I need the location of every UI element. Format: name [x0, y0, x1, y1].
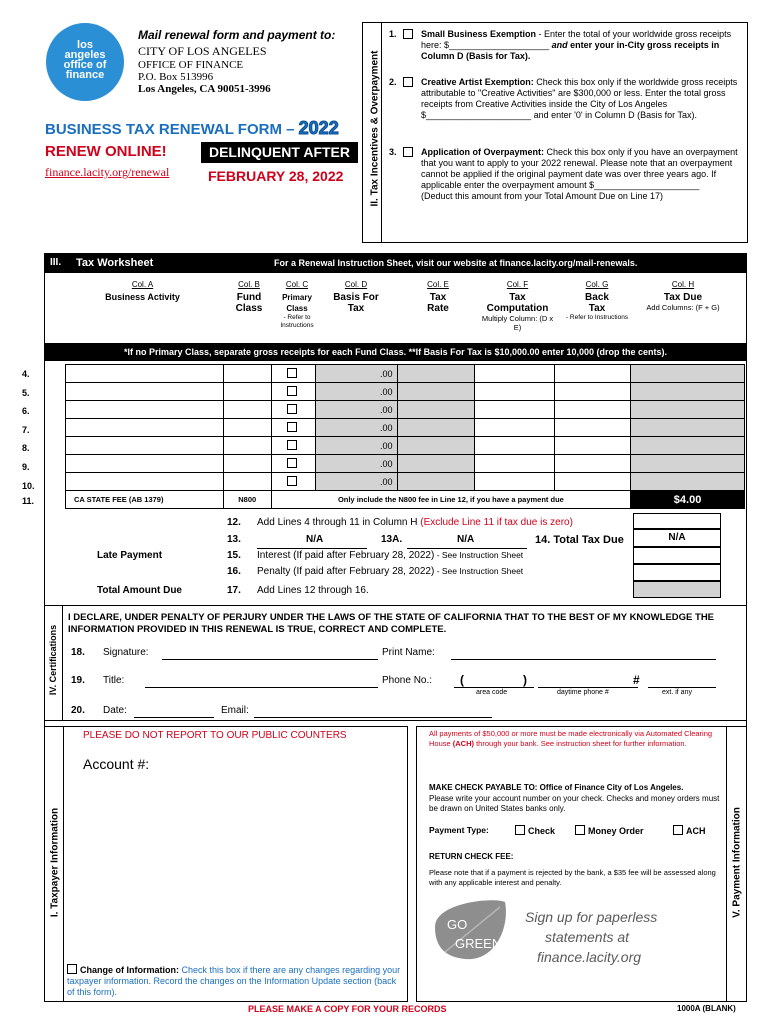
print-name-label: Print Name:	[382, 647, 435, 658]
table-cell[interactable]	[223, 383, 271, 401]
overpayment-checkbox[interactable]	[403, 147, 413, 157]
line17-text: Add Lines 12 through 16.	[257, 585, 369, 596]
row-number: 4.	[22, 369, 30, 379]
creative-artist-checkbox[interactable]	[403, 77, 413, 87]
table-cell[interactable]: .00	[315, 419, 397, 437]
form-title-text: BUSINESS TAX RENEWAL FORM –	[45, 121, 295, 138]
table-cell[interactable]	[397, 437, 475, 455]
table-cell[interactable]	[555, 419, 631, 437]
ext-field[interactable]	[648, 687, 716, 688]
table-cell[interactable]: .00	[315, 473, 397, 491]
line16-text: Penalty (If paid after February 28, 2022) - See Instruction Sheet	[257, 566, 524, 577]
phone-hash: #	[633, 673, 640, 687]
table-cell[interactable]	[271, 473, 315, 491]
worksheet-title: Tax Worksheet	[76, 257, 154, 269]
table-row	[66, 365, 745, 383]
col-c-header: Col. C Primary Class - Refer to Instructions	[280, 280, 314, 329]
payment-type: Payment Type: Check Money Order ACH	[429, 825, 706, 836]
line15-num: 15.	[227, 550, 241, 561]
line13-num: 13.	[227, 534, 241, 545]
item3-note: (Deduct this amount from your Total Amount Due on Line 17)	[421, 191, 663, 201]
line13a-value: N/A	[457, 534, 475, 545]
table-cell[interactable]	[397, 473, 475, 491]
item3-title: Application of Overpayment:	[421, 147, 545, 157]
paperless-3: finance.lacity.org	[537, 949, 642, 965]
table-cell[interactable]	[66, 455, 224, 473]
row-number: 7.	[22, 424, 30, 435]
form-title	[45, 118, 339, 139]
declaration: I DECLARE, UNDER PENALTY OF PERJURY UNDER THE LAWS OF THE STATE OF CALIFORNIA THAT TO THE BEST OF MY KNOWLEDGE THE INFORMATION PROVIDED IN THIS RENEWAL IS TRUE, CORRECT AND COMPLETE.	[68, 612, 715, 635]
primary-class-checkbox[interactable]	[287, 386, 297, 396]
section5-label: V. Payment Information	[731, 807, 743, 918]
signature-label: Signature:	[103, 647, 149, 658]
col-b-header: Col. B Fund Class	[235, 280, 263, 314]
table-cell[interactable]	[66, 383, 224, 401]
item3-num: 3.	[389, 147, 397, 157]
table-cell[interactable]	[223, 437, 271, 455]
table-cell[interactable]	[475, 455, 555, 473]
col-d-header: Col. D Basis For Tax	[333, 280, 379, 314]
email-field[interactable]	[254, 717, 492, 718]
worksheet-table	[65, 364, 745, 509]
line19-num: 19.	[71, 675, 85, 686]
delinquent-banner: DELINQUENT AFTER	[201, 142, 358, 163]
paperless-2: statements at	[545, 929, 630, 945]
table-cell[interactable]	[223, 473, 271, 491]
ach-checkbox[interactable]	[673, 825, 683, 835]
taxpayer-box	[44, 726, 408, 1002]
phone-paren-close: )	[523, 673, 527, 687]
line12-num: 12.	[227, 517, 241, 528]
go-green-leaf-icon	[425, 897, 515, 967]
phone-paren-open: (	[460, 673, 464, 687]
table-cell[interactable]	[475, 437, 555, 455]
logo	[46, 23, 124, 101]
table-cell[interactable]	[555, 365, 631, 383]
check-checkbox[interactable]	[515, 825, 525, 835]
section4-label: IV. Certifications	[48, 624, 58, 696]
account-label: Account #:	[83, 756, 150, 772]
logo-line3: office of	[63, 59, 107, 71]
section1-label: I. Taxpayer Information	[49, 807, 61, 918]
row-number: 8.	[22, 443, 30, 454]
logo-line1: los	[77, 39, 93, 51]
table-cell[interactable]	[223, 365, 271, 383]
change-info-title: Change of Information:	[80, 965, 179, 975]
table-cell[interactable]	[555, 401, 631, 419]
logo-line4: finance	[65, 69, 105, 81]
table-cell[interactable]: .00	[315, 365, 397, 383]
table-cell: CA STATE FEE (AB 1379)	[66, 491, 224, 509]
line18-num: 18.	[71, 647, 85, 658]
table-cell[interactable]	[397, 455, 475, 473]
daytime-phone-caption: daytime phone #	[557, 689, 609, 696]
row-number: 9.	[22, 462, 30, 472]
logo-line2: angeles	[64, 49, 106, 61]
primary-class-checkbox[interactable]	[287, 422, 297, 432]
payable-heading: MAKE CHECK PAYABLE TO: Office of Finance City of Los Angeles.	[429, 783, 684, 792]
date-label: Date:	[103, 705, 127, 716]
table-cell[interactable]	[631, 455, 745, 473]
row-number: 11.	[22, 496, 35, 506]
item2-num: 2.	[389, 77, 397, 87]
col-g-header: Col. G Back Tax - Refer to Instructions	[565, 280, 629, 321]
col-f-header: Col. F Tax Computation Multiply Column: (D x E)	[481, 280, 554, 332]
mail-line2: OFFICE OF FINANCE	[138, 59, 244, 71]
total-due-label: Total Amount Due	[97, 585, 182, 596]
money-order-checkbox[interactable]	[575, 825, 585, 835]
title-label: Title:	[103, 675, 125, 686]
print-name-field[interactable]	[451, 659, 716, 660]
item2-text: Check this box only if the worldwide gross receipts attributable to "Creative Activities" are $300,000 or less. Enter the total gross receipts from Creative Activities inside the City of Los Angeles $_____________________ and enter '0' in Column D (Basis for Tax).	[421, 77, 738, 120]
deadline: FEBRUARY 28, 2022	[208, 168, 344, 184]
primary-class-checkbox[interactable]	[287, 476, 297, 486]
area-code-caption: area code	[476, 689, 508, 696]
table-cell[interactable]	[223, 455, 271, 473]
line15-box[interactable]	[633, 547, 721, 564]
row-number: 10.	[22, 480, 35, 491]
phone-label: Phone No.:	[382, 675, 433, 686]
line16-num: 16.	[227, 566, 241, 577]
small-business-checkbox[interactable]	[403, 29, 413, 39]
table-cell[interactable]	[271, 437, 315, 455]
table-cell[interactable]	[475, 473, 555, 491]
line13-value: N/A	[306, 534, 324, 545]
table-cell[interactable]: .00	[315, 437, 397, 455]
worksheet-note-bar: *If no Primary Class, separate gross receipts for each Fund Class. **If Basis For Tax is $10,000.00 enter 10,000 (drop the cents).	[45, 343, 746, 361]
table-cell[interactable]	[631, 419, 745, 437]
table-row	[66, 419, 745, 437]
no-report-notice: PLEASE DO NOT REPORT TO OUR PUBLIC COUNTERS	[83, 730, 347, 741]
table-cell: $4.00	[631, 491, 745, 509]
table-cell[interactable]	[631, 401, 745, 419]
table-cell[interactable]	[475, 383, 555, 401]
mail-line4: Los Angeles, CA 90051-3996	[138, 83, 271, 95]
phone-field[interactable]	[538, 687, 638, 688]
table-cell[interactable]	[397, 365, 475, 383]
table-cell[interactable]: .00	[315, 401, 397, 419]
return-heading: RETURN CHECK FEE:	[429, 852, 514, 861]
primary-class-checkbox[interactable]	[287, 404, 297, 414]
table-row	[66, 383, 745, 401]
item2-title: Creative Artist Exemption:	[421, 77, 534, 87]
section2-label: II. Tax Incentives & Overpayment	[369, 50, 381, 207]
table-cell[interactable]	[397, 383, 475, 401]
item2	[389, 77, 739, 121]
change-info-text: Check this box if there are any changes regarding your taxpayer information. Record the changes on the Information Update section (back of this form).	[67, 965, 401, 997]
item3	[389, 147, 739, 202]
table-cell[interactable]	[66, 401, 224, 419]
item1	[389, 29, 739, 62]
area-code-field[interactable]	[454, 687, 534, 688]
item1-title: Small Business Exemption	[421, 29, 537, 39]
paperless-1: Sign up for paperless	[525, 909, 658, 925]
item3-text: Check this box only if you have an overpayment that you want to apply to your 2022 renewal. Please note that an overpayment cannot be applied if the original payment date was over three years ago. If applicable enter the overpayment amount $_____________________	[421, 147, 738, 190]
table-cell[interactable]	[555, 455, 631, 473]
payable-text: Please write your account number on your check. Checks and money orders must be drawn on United States banks only.	[429, 794, 720, 813]
table-cell[interactable]	[397, 401, 475, 419]
item1-text-c: enter your in-City gross receipts in Column D (Basis for Tax).	[421, 40, 720, 61]
renew-online: RENEW ONLINE!	[45, 143, 167, 160]
table-cell[interactable]	[397, 419, 475, 437]
late-payment-label: Late Payment	[97, 550, 163, 561]
mail-heading: Mail renewal form and payment to:	[138, 28, 336, 42]
table-cell[interactable]	[271, 365, 315, 383]
green-text: GREEN	[455, 936, 502, 951]
worksheet-instruction: For a Renewal Instruction Sheet, visit our website at finance.lacity.org/mail-renewals.	[274, 258, 638, 268]
table-cell[interactable]	[66, 473, 224, 491]
table-cell[interactable]	[223, 401, 271, 419]
change-info	[67, 964, 403, 998]
table-cell[interactable]	[631, 473, 745, 491]
table-row	[66, 473, 745, 491]
row-number: 5.	[22, 387, 30, 398]
table-cell[interactable]	[555, 473, 631, 491]
table-cell[interactable]	[555, 437, 631, 455]
table-cell: Only include the N800 fee in Line 12, if you have a payment due	[271, 491, 630, 509]
col-e-header: Col. E Tax Rate	[427, 280, 449, 314]
table-cell[interactable]	[66, 419, 224, 437]
item1-num: 1.	[389, 29, 397, 39]
table-cell[interactable]	[631, 365, 745, 383]
item1-text-a: - Enter the total of your worldwide gross receipts here: $____________________	[421, 29, 732, 50]
table-row-state-fee	[66, 491, 745, 509]
table-row	[66, 401, 745, 419]
form-id: 1000A (BLANK)	[677, 1004, 736, 1013]
table-cell[interactable]	[223, 419, 271, 437]
mail-line1: CITY OF LOS ANGELES	[138, 44, 267, 58]
table-cell[interactable]	[475, 401, 555, 419]
line16-box[interactable]	[633, 564, 721, 581]
line12-text: Add Lines 4 through 11 in Column H (Exclude Line 11 if tax due is zero)	[257, 517, 573, 528]
table-cell: N800	[223, 491, 271, 509]
table-cell[interactable]	[555, 383, 631, 401]
payment-box	[416, 726, 747, 1002]
change-info-checkbox[interactable]	[67, 964, 77, 974]
table-cell[interactable]	[271, 455, 315, 473]
line14-box[interactable]: N/A	[633, 529, 721, 547]
mail-address	[138, 28, 356, 95]
table-cell[interactable]: .00	[315, 455, 397, 473]
table-row	[66, 455, 745, 473]
line14-label: 14. Total Tax Due	[535, 534, 624, 546]
row-number: 6.	[22, 406, 30, 417]
totals-block	[44, 512, 747, 605]
primary-class-checkbox[interactable]	[287, 440, 297, 450]
table-cell[interactable]	[475, 365, 555, 383]
table-cell[interactable]	[271, 383, 315, 401]
table-cell[interactable]	[631, 383, 745, 401]
line17-num: 17.	[227, 585, 241, 596]
worksheet-columns	[65, 278, 745, 342]
line13a-label: 13A.	[381, 534, 403, 545]
section3-label: III.	[50, 257, 62, 268]
line12-box[interactable]	[633, 513, 721, 529]
table-cell[interactable]	[66, 365, 224, 383]
col-a-header: Col. A Business Activity	[105, 280, 180, 302]
item1-and: and	[551, 40, 568, 50]
table-cell[interactable]	[271, 401, 315, 419]
form-year: 2022	[298, 118, 339, 138]
primary-class-checkbox[interactable]	[287, 458, 297, 468]
date-field[interactable]	[134, 717, 214, 718]
table-cell[interactable]	[475, 419, 555, 437]
mail-line3: P.O. Box 513996	[138, 71, 214, 83]
ach-notice: All payments of $50,000 or more must be made electronically via Automated Clearing House (ACH) through your bank. See instruction sheet for further information.	[429, 729, 713, 748]
worksheet-header-bar	[44, 253, 747, 273]
copy-notice: PLEASE MAKE A COPY FOR YOUR RECORDS	[248, 1004, 447, 1014]
signature-field[interactable]	[162, 659, 378, 660]
email-label: Email:	[221, 705, 249, 716]
table-cell[interactable]	[271, 419, 315, 437]
table-cell[interactable]	[631, 437, 745, 455]
table-cell[interactable]: .00	[315, 383, 397, 401]
ext-caption: ext. if any	[662, 689, 692, 696]
line15-text: Interest (If paid after February 28, 2022) - See Instruction Sheet	[257, 550, 524, 561]
payment-type-label: Payment Type:	[429, 825, 489, 835]
return-text: Please note that if a payment is rejected by the bank, a $35 fee will be assessed along with any applicable interest and penalty.	[429, 868, 716, 887]
go-text: GO	[447, 917, 468, 932]
renewal-url-link[interactable]: finance.lacity.org/renewal	[45, 165, 170, 179]
section-tax-incentives	[362, 22, 748, 243]
table-cell[interactable]	[66, 437, 224, 455]
title-field[interactable]	[145, 687, 378, 688]
col-h-header: Col. H Tax Due Add Columns: (F + G)	[646, 280, 720, 312]
primary-class-checkbox[interactable]	[287, 368, 297, 378]
line20-num: 20.	[71, 705, 85, 716]
line17-box[interactable]	[633, 581, 721, 598]
table-row	[66, 437, 745, 455]
